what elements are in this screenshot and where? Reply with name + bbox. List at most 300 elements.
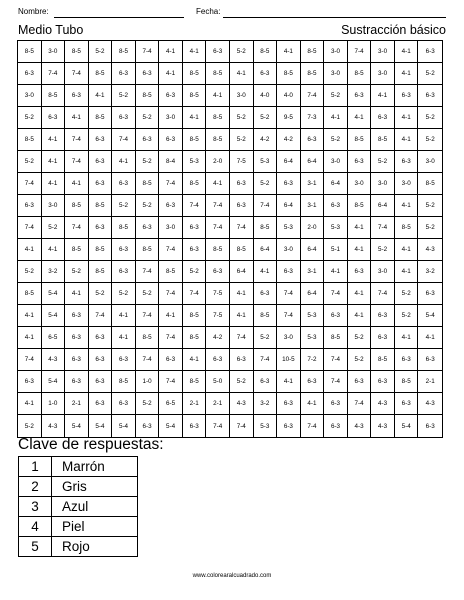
grid-cell: 3-2 [254,393,278,415]
grid-cell: 8-5 [89,63,113,85]
grid-cell: 4-1 [395,239,419,261]
grid-cell: 4-1 [230,283,254,305]
grid-cell: 4-1 [348,217,372,239]
grid-cell: 5-2 [112,85,136,107]
grid-cell: 7-5 [230,151,254,173]
grid-cell: 4-1 [348,239,372,261]
grid-cell: 8-5 [301,63,325,85]
grid-cell: 4-1 [254,261,278,283]
grid-cell: 5-2 [42,217,66,239]
grid-cell: 8-5 [18,283,42,305]
grid-cell: 6-3 [348,85,372,107]
page-title: Medio Tubo [18,23,84,37]
grid-cell: 4-3 [418,239,442,261]
grid-cell: 6-3 [348,151,372,173]
grid-cell: 7-4 [230,415,254,437]
grid-cell: 6-3 [89,217,113,239]
grid-cell: 9-5 [277,107,301,129]
grid-cell: 4-1 [348,107,372,129]
grid-cell: 3-0 [348,173,372,195]
grid-cell: 7-4 [18,217,42,239]
grid-cell: 7-4 [159,327,183,349]
grid-cell: 3-0 [277,327,301,349]
grid-cell: 5-3 [301,305,325,327]
grid-cell: 6-3 [206,261,230,283]
grid-cell: 6-3 [112,173,136,195]
grid-cell: 5-2 [18,261,42,283]
grid-cell: 8-5 [183,371,207,393]
grid-cell: 5-2 [395,283,419,305]
grid-cell: 10-5 [277,349,301,371]
grid-cell: 8-5 [183,173,207,195]
grid-cell: 8-5 [348,63,372,85]
grid-cell: 4-1 [324,107,348,129]
grid-cell: 5-3 [324,217,348,239]
grid-cell: 3-0 [42,195,66,217]
grid-cell: 8-5 [89,195,113,217]
grid-cell: 8-5 [183,129,207,151]
grid-cell: 6-3 [89,393,113,415]
grid-cell: 7-4 [277,305,301,327]
grid-cell: 7-4 [136,305,160,327]
grid-cell: 8-5 [206,239,230,261]
grid-cell: 5-2 [89,41,113,63]
grid-cell: 8-5 [254,217,278,239]
page-subtitle: Sustracción básico [341,23,446,37]
grid-cell: 4-1 [395,261,419,283]
grid-cell: 8-5 [348,195,372,217]
grid-cell: 4-3 [42,349,66,371]
grid-cell: 8-5 [65,195,89,217]
grid-cell: 5-2 [230,41,254,63]
grid-cell: 5-3 [301,327,325,349]
grid-cell: 4-1 [395,195,419,217]
answer-key-color: Piel [52,517,138,537]
grid-cell: 4-3 [230,393,254,415]
grid-cell: 6-3 [254,371,278,393]
grid-cell: 3-0 [18,85,42,107]
grid-cell: 6-3 [65,305,89,327]
grid-cell: 6-3 [254,283,278,305]
grid-cell: 7-4 [254,349,278,371]
grid-cell: 6-3 [301,129,325,151]
grid-cell: 6-4 [301,151,325,173]
grid-cell: 6-3 [206,41,230,63]
grid-cell: 8-5 [371,129,395,151]
answer-key-number: 5 [19,537,52,557]
grid-cell: 8-5 [395,217,419,239]
grid-cell: 8-5 [206,107,230,129]
grid-cell: 5-2 [183,261,207,283]
grid-cell: 4-1 [42,173,66,195]
grid-cell: 7-3 [301,107,325,129]
grid-cell: 5-2 [230,107,254,129]
grid-cell: 7-4 [348,41,372,63]
grid-cell: 6-3 [183,415,207,437]
name-label: Nombre: [18,7,49,16]
grid-cell: 8-5 [206,129,230,151]
name-line[interactable] [54,17,184,18]
grid-cell: 4-1 [65,107,89,129]
grid-cell: 2-0 [301,217,325,239]
answer-key-number: 2 [19,477,52,497]
grid-cell: 6-3 [89,327,113,349]
grid-cell: 8-5 [254,41,278,63]
grid-cell: 5-2 [254,173,278,195]
grid-cell: 6-3 [136,63,160,85]
grid-cell: 8-5 [183,63,207,85]
answer-key-row [19,497,138,517]
grid-cell: 5-2 [112,195,136,217]
grid-cell: 5-2 [112,283,136,305]
grid-cell: 4-1 [42,239,66,261]
grid-cell: 7-4 [277,283,301,305]
grid-cell: 6-3 [254,63,278,85]
grid-cell: 6-3 [89,129,113,151]
grid-cell: 4-1 [112,327,136,349]
grid-cell: 7-4 [230,217,254,239]
grid-cell: 6-3 [230,349,254,371]
grid-cell: 5-1 [324,239,348,261]
grid-cell: 5-2 [89,283,113,305]
grid-cell: 6-3 [112,107,136,129]
date-label: Fecha: [196,7,221,16]
grid-cell: 5-2 [418,129,442,151]
grid-cell: 6-3 [42,107,66,129]
grid-cell: 3-0 [371,173,395,195]
grid-cell: 6-3 [277,415,301,437]
grid-cell: 4-1 [112,305,136,327]
grid-cell: 8-4 [159,151,183,173]
grid-cell: 4-3 [371,415,395,437]
grid-cell: 3-0 [371,261,395,283]
grid-cell: 5-4 [42,305,66,327]
grid-cell: 6-3 [348,261,372,283]
grid-cell: 3-0 [371,41,395,63]
grid-cell: 7-4 [159,173,183,195]
grid-cell: 8-5 [277,63,301,85]
grid-cell: 3-0 [159,107,183,129]
grid-cell: 4-1 [206,85,230,107]
grid-cell: 6-3 [159,349,183,371]
grid-cell: 6-3 [418,349,442,371]
grid-cell: 5-2 [254,107,278,129]
grid-cell: 6-4 [230,261,254,283]
grid-cell: 6-3 [395,393,419,415]
grid-cell: 3-0 [230,85,254,107]
grid-cell: 4-1 [18,305,42,327]
grid-cell: 8-5 [136,173,160,195]
grid-cell: 4-1 [277,41,301,63]
grid-cell: 5-2 [18,151,42,173]
grid-cell: 6-3 [371,371,395,393]
grid-cell: 8-5 [89,107,113,129]
grid-cell: 4-1 [395,327,419,349]
grid-cell: 6-3 [65,327,89,349]
grid-cell: 6-3 [65,349,89,371]
grid-cell: 5-3 [254,151,278,173]
grid-cell: 6-3 [371,305,395,327]
grid-cell: 3-2 [418,261,442,283]
grid-cell: 5-2 [254,327,278,349]
answer-key-color: Rojo [52,537,138,557]
grid-cell: 6-3 [277,173,301,195]
grid-cell: 7-4 [301,85,325,107]
grid-cell: 4-1 [230,63,254,85]
grid-cell: 5-2 [418,195,442,217]
grid-cell: 6-3 [65,371,89,393]
grid-cell: 6-3 [136,415,160,437]
grid-cell: 7-4 [371,283,395,305]
grid-cell: 4-1 [112,151,136,173]
answer-key-row [19,477,138,497]
grid-cell: 6-3 [89,173,113,195]
grid-cell: 6-4 [324,173,348,195]
grid-cell: 6-3 [324,415,348,437]
grid-cell: 5-2 [136,283,160,305]
grid-cell: 4-1 [348,283,372,305]
grid-cell: 4-2 [254,129,278,151]
grid-cell: 4-3 [371,393,395,415]
grid-cell: 8-5 [18,129,42,151]
grid-cell: 3-0 [371,63,395,85]
grid-cell: 6-3 [159,129,183,151]
grid-cell: 6-3 [183,217,207,239]
grid-cell: 4-2 [206,327,230,349]
grid-cell: 4-1 [301,393,325,415]
grid-cell: 8-5 [395,371,419,393]
grid-cell: 8-5 [418,173,442,195]
grid-cell: 7-4 [324,283,348,305]
answer-key-color: Gris [52,477,138,497]
grid-cell: 5-2 [418,217,442,239]
header [18,7,446,21]
grid-cell: 3-1 [301,261,325,283]
grid-cell: 7-4 [206,217,230,239]
grid-cell: 2-0 [206,151,230,173]
grid-cell: 5-2 [324,85,348,107]
grid-cell: 6-3 [425,422,435,430]
grid-cell: 6-3 [159,195,183,217]
grid-cell: 6-3 [395,85,419,107]
grid-cell: 5-2 [348,327,372,349]
grid-cell: 7-4 [183,195,207,217]
grid-cell: 8-5 [136,85,160,107]
grid-cell: 6-4 [277,195,301,217]
grid-cell: 7-4 [65,63,89,85]
grid-cell: 5-2 [418,107,442,129]
grid-cell: 2-1 [65,393,89,415]
grid-cell: 3-0 [324,63,348,85]
grid-cell: 4-3 [418,393,442,415]
answer-key-number: 4 [19,517,52,537]
grid-cell: 5-2 [395,305,419,327]
grid-cell: 6-5 [159,393,183,415]
grid-cell: 5-4 [42,371,66,393]
grid-cell: 6-5 [42,327,66,349]
grid-cell: 4-1 [89,85,113,107]
grid-cell: 7-4 [159,371,183,393]
grid-cell: 6-3 [18,195,42,217]
grid-cell: 6-3 [395,349,419,371]
grid-cell: 5-2 [136,107,160,129]
grid-cell: 4-1 [159,305,183,327]
grid-cell: 7-4 [230,327,254,349]
grid-cell: 6-3 [395,151,419,173]
answer-key-color: Marrón [52,457,138,477]
grid-cell: 2-1 [183,393,207,415]
grid-cell: 7-5 [206,283,230,305]
grid-cell: 7-4 [89,305,113,327]
answer-key-row [19,517,138,537]
grid-cell: 4-1 [18,327,42,349]
grid-cell: 4-1 [18,239,42,261]
grid-cell: 4-0 [254,85,278,107]
grid-cell: 7-4 [65,217,89,239]
grid-cell: 3-0 [395,173,419,195]
grid-cell: 4-1 [183,107,207,129]
grid-cell: 8-5 [112,41,136,63]
grid-cell: 8-5 [65,239,89,261]
grid-cell: 8-5 [371,349,395,371]
grid-cell: 6-3 [112,239,136,261]
grid-cell: 4-1 [395,63,419,85]
grid-cell: 6-3 [136,217,160,239]
grid-cell: 6-3 [277,393,301,415]
grid-cell: 3-0 [324,151,348,173]
grid-cell: 3-0 [277,239,301,261]
grid-cell: 7-4 [324,371,348,393]
grid-cell: 5-2 [18,107,42,129]
grid-cell: 3-1 [301,173,325,195]
grid-cell: 7-4 [136,41,160,63]
grid-cell: 6-3 [136,129,160,151]
grid-cell: 4-1 [395,129,419,151]
grid-cell: 3-0 [418,151,442,173]
grid-cell: 2-1 [418,371,442,393]
grid-cell: 6-3 [112,393,136,415]
answer-key-row [19,457,138,477]
grid-cell: 6-3 [18,63,42,85]
grid-cell: 6-3 [418,41,442,63]
grid-cell: 4-3 [42,415,66,437]
grid-cell: 6-3 [324,393,348,415]
date-line[interactable] [223,17,446,18]
grid-cell: 4-1 [277,371,301,393]
grid-cell: 7-4 [18,173,42,195]
grid-cell: 8-5 [254,305,278,327]
grid-cell: 8-5 [65,41,89,63]
grid-cell: 2-1 [206,393,230,415]
grid-cell: 5-4 [159,415,183,437]
grid-cell: 3-2 [42,261,66,283]
grid-cell: 7-4 [136,261,160,283]
grid-cell: 5-2 [371,239,395,261]
answer-key-number: 1 [19,457,52,477]
grid-cell: 6-3 [206,349,230,371]
grid-cell: 3-1 [301,195,325,217]
grid-cell: 8-5 [183,85,207,107]
grid-cell: 7-4 [159,239,183,261]
grid-cell: 7-4 [206,415,230,437]
grid-cell: 8-5 [183,305,207,327]
grid-cell: 4-2 [277,129,301,151]
grid-cell: 6-3 [89,371,113,393]
grid-cell: 6-3 [89,349,113,371]
grid-cell: 6-3 [89,151,113,173]
grid-cell: 8-5 [348,129,372,151]
grid-cell: 6-3 [112,63,136,85]
grid-cell: 7-4 [65,151,89,173]
answer-key-color: Azul [52,497,138,517]
grid-cell: 5-4 [112,415,136,437]
grid-cell: 5-4 [418,305,442,327]
grid-cell: 6-4 [301,283,325,305]
subtraction-grid [17,40,443,438]
grid-cell: 4-1 [42,129,66,151]
grid-cell: 8-5 [42,85,66,107]
grid-cell: 6-3 [371,327,395,349]
grid-cell: 7-4 [65,129,89,151]
grid-cell: 4-1 [206,173,230,195]
grid-cell: 6-3 [18,371,42,393]
grid-cell: 4-1 [42,151,66,173]
grid-cell: 8-5 [112,217,136,239]
grid-cell: 4-1 [18,393,42,415]
grid-cell: 4-1 [183,349,207,371]
grid-cell: 7-4 [206,195,230,217]
grid-cell: 5-2 [136,195,160,217]
grid-cell: 8-5 [183,327,207,349]
grid-cell: 6-3 [371,107,395,129]
answer-key-table [18,456,138,557]
grid-cell: 4-1 [324,261,348,283]
grid-cell: 5-2 [18,415,42,437]
grid-cell: 5-3 [254,415,278,437]
grid-cell: 5-2 [65,261,89,283]
grid-cell: 5-2 [418,63,442,85]
grid-cell: 5-0 [206,371,230,393]
grid-cell: 8-5 [206,63,230,85]
grid-cell: 6-3 [324,305,348,327]
grid-cell: 6-3 [301,371,325,393]
grid-cell: 8-5 [112,371,136,393]
grid-cell: 7-4 [301,415,325,437]
footer-url: www.colorearalcuadrado.com [192,573,272,579]
grid-cell: 6-3 [65,85,89,107]
grid-cell: 8-5 [301,41,325,63]
grid-cell: 1-0 [136,371,160,393]
grid-cell: 5-4 [395,415,419,437]
grid-cell: 5-4 [89,415,113,437]
grid-cell: 6-3 [418,283,442,305]
grid-cell: 8-5 [89,261,113,283]
grid-cell: 5-3 [277,217,301,239]
grid-cell: 4-1 [159,63,183,85]
answer-key-number: 3 [19,497,52,517]
grid-cell: 7-4 [18,349,42,371]
grid-cell: 7-4 [324,349,348,371]
grid-cell: 8-5 [18,41,42,63]
grid-cell: 4-1 [418,327,442,349]
grid-cell: 6-3 [230,195,254,217]
grid-cell: 4-1 [65,173,89,195]
grid-cell: 4-1 [395,107,419,129]
grid-cell: 8-5 [324,327,348,349]
grid-cell: 6-3 [183,239,207,261]
title-row [18,22,446,40]
grid-cell: 6-3 [324,195,348,217]
